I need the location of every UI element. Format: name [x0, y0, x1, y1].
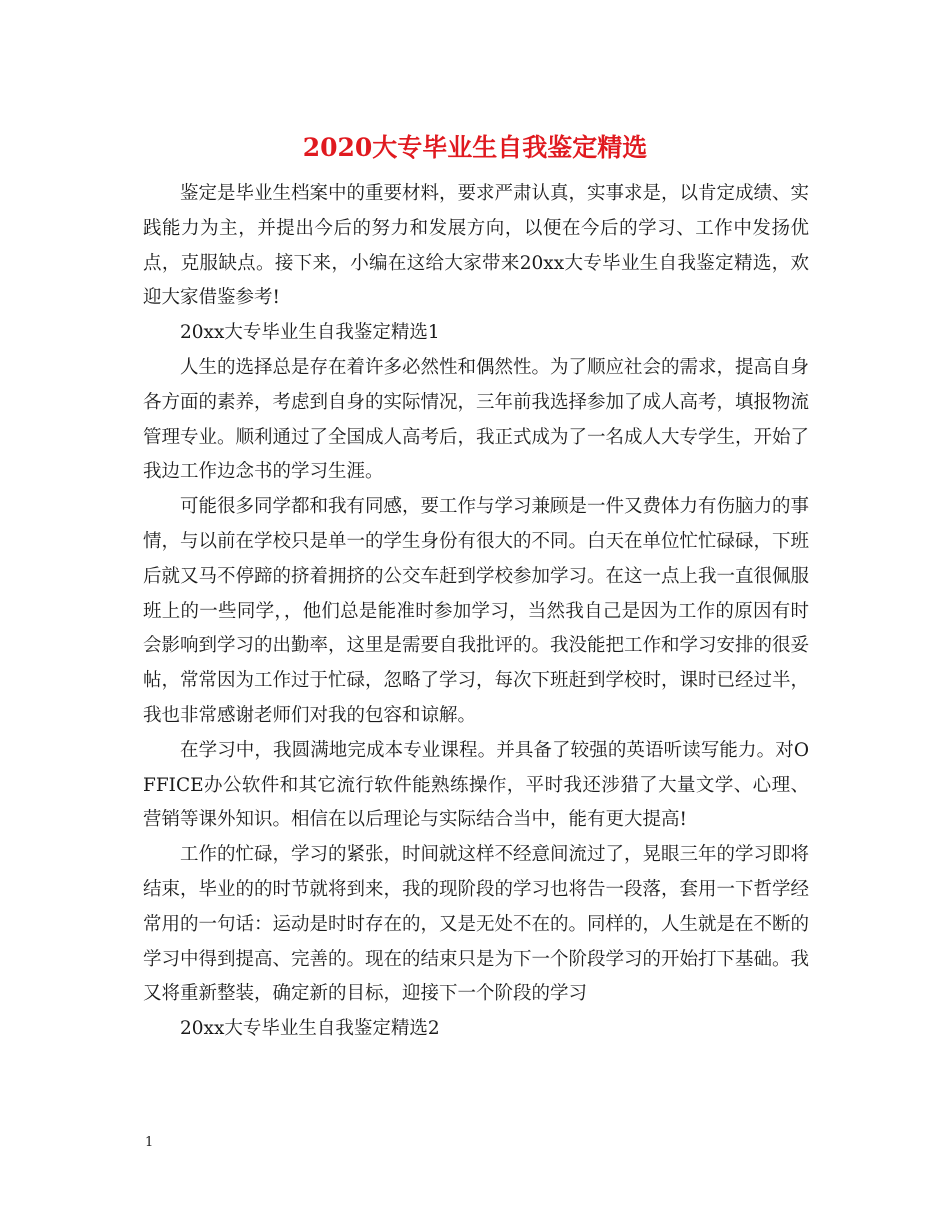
paragraph-conclusion: 工作的忙碌，学习的紧张，时间就这样不经意间流过了，晃眼三年的学习即将结束，毕业的的时节就将到来，我的现阶段的学习也将告一段落，套用一下哲学经常用的一句话：运动是时时存在的，又是无处不在的。同样的，人生就是在不断的学习中得到提高、完善的。现在的结束只是为下一个阶段学习的开始打下基础。我又将重新整装，确定新的目标，迎接下一个阶段的学习 — [143, 844, 810, 1005]
document-title: 2020大专毕业生自我鉴定精选 — [302, 133, 648, 162]
paragraph-study: 在学习中，我圆满地完成本专业课程。并具备了较强的英语听读写能力。对OFFICE办公软件和其它流行软件能熟练操作，平时我还涉猎了大量文学、心理、营销等课外知识。相信在以后理论与实际结合当中，能有更大提高! — [143, 739, 809, 831]
document-body — [143, 177, 809, 1047]
section-heading-2: 20xx大专毕业生自我鉴定精选2 — [180, 1018, 440, 1040]
paragraph-intro: 鉴定是毕业生档案中的重要材料，要求严肃认真，实事求是，以肯定成绩、实践能力为主，并提出今后的努力和发展方向，以便在今后的学习、工作中发扬优点，克服缺点。接下来，小编在这给大家带来20xx大专毕业生自我鉴定精选，欢迎大家借鉴参考! — [143, 183, 810, 309]
section-heading-1: 20xx大专毕业生自我鉴定精选1 — [180, 322, 440, 344]
paragraph-work-study: 可能很多同学都和我有同感，要工作与学习兼顾是一件又费体力有伤脑力的事情，与以前在学校只是单一的学生身份有很大的不同。白天在单位忙忙碌碌，下班后就又马不停蹄的挤着拥挤的公交车赶到学校参加学习。在这一点上我一直很佩服班上的一些同学，，他们总是能准时参加学习，当然我自己是因为工作的原因有时会影响到学习的出勤率，这里是需要自我批评的。我没能把工作和学习安排的很妥帖，常常因为工作过于忙碌，忽略了学习，每次下班赶到学校时，课时已经过半，我也非常感谢老师们对我的包容和谅解。 — [143, 496, 810, 726]
paragraph-choice: 人生的选择总是存在着许多必然性和偶然性。为了顺应社会的需求，提高自身各方面的素养，考虑到自身的实际情况，三年前我选择参加了成人高考，填报物流管理专业。顺利通过了全国成人高考后，我正式成为了一名成人大专学生，开始了我边工作边念书的学习生涯。 — [143, 356, 810, 483]
page-number: 1 — [145, 1135, 154, 1150]
